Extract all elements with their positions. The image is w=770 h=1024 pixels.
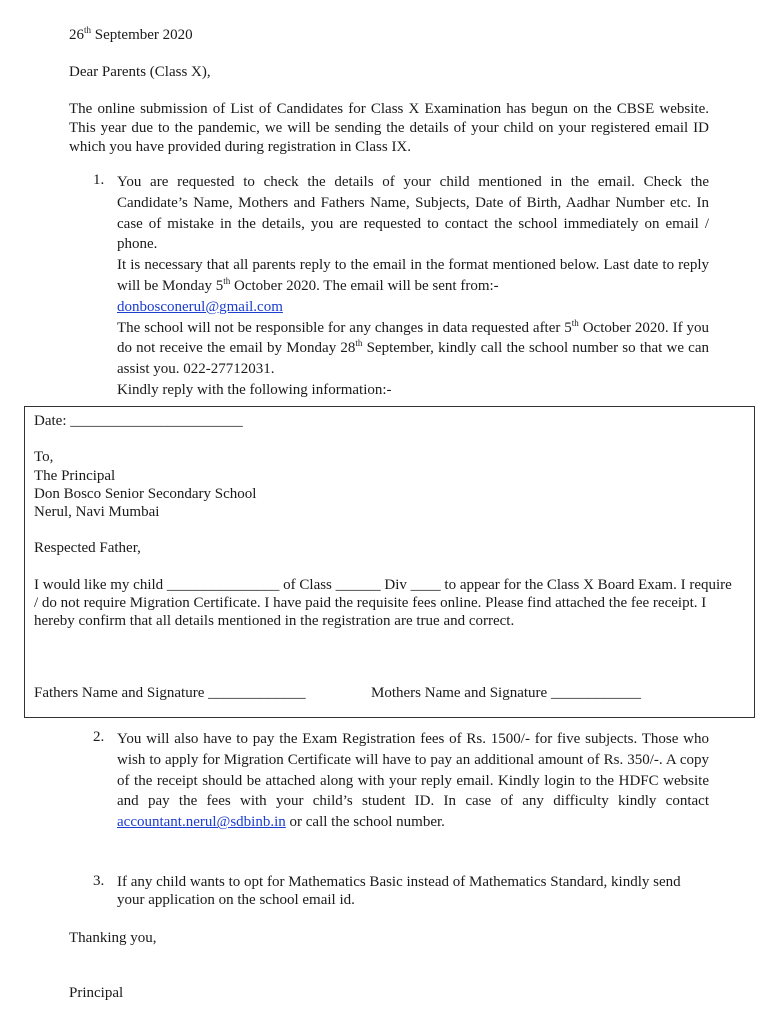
reply-form-box [24,406,755,718]
form-respect: Respected Father, [34,540,141,556]
form-location: Nerul, Navi Mumbai [34,504,160,520]
mother-signature-line: Mothers Name and Signature ____________ [371,685,641,701]
closing: Thanking you, [69,930,157,946]
item1-paragraph-4: Kindly reply with the following information:- [117,381,392,398]
list-item-1 [93,172,709,401]
form-school-name: Don Bosco Senior Secondary School [34,486,257,502]
father-signature-line: Fathers Name and Signature _____________ [34,685,306,701]
form-to: To, [34,449,54,465]
signature: Principal [69,985,124,1001]
list-number: 3. [93,873,105,889]
form-body: I would like my child _______________ of Class ______ Div ____ to appear for the Class X Board Exam. I require / do not require Migration Certificate. I have paid the requisite fees online. Please find attached the fee receipt. I hereby confirm that all details mentioned in the registration are true and correct. [34,577,732,629]
item1-paragraph-2: It is necessary that all parents reply to the email in the format mentioned below. Last date to reply will be Monday 5th October 2020. The email will be sent from:- [117,257,709,294]
form-date-line: Date: _______________________ [34,413,243,429]
form-addressee: The Principal [34,468,116,484]
item1-paragraph-1: You are requested to check the details of your child mentioned in the email. Check the Candidate’s Name, Mothers and Fathers Name, Subjects, Date of Birth, Aadhar Number etc. In case of mistake in the details, you are requested to contact the school immediately on email / phone. [117,174,709,253]
intro-paragraph: The online submission of List of Candidates for Class X Examination has begun on the CBSE website. This year due to the pandemic, we will be sending the details of your child on your registered email ID which you have provided during registration in Class IX. [69,101,709,155]
list-item-2 [93,729,709,833]
item2-paragraph: You will also have to pay the Exam Registration fees of Rs. 1500/- for five subjects. Those who wish to apply for Migration Certificate will have to pay an additional amount of Rs. 350/-. A copy of the receipt should be attached along with your reply email. Kindly login to the HDFC website and pay the fees with your child’s student ID. In case of any difficulty kindly contact accountant.nerul@sdbinb.in or call the school number. [117,731,709,831]
salutation: Dear Parents (Class X), [69,64,211,80]
sender-email-link[interactable]: donbosconerul@gmail.com [117,298,283,315]
list-number: 2. [93,729,105,745]
item1-paragraph-3: The school will not be responsible for any changes in data requested after 5th October 2020. If you do not receive the email by Monday 28th September, kindly call the school number so that we can assist you. 022-27712031. [117,317,709,378]
accountant-email-link[interactable]: accountant.nerul@sdbinb.in [117,814,286,831]
list-number: 1. [93,172,105,188]
item3-paragraph: If any child wants to opt for Mathematics Basic instead of Mathematics Standard, kindly send your application on the school email id. [117,874,681,908]
list-item-3 [93,873,709,909]
letter-date: 26th September 2020 [69,25,193,43]
